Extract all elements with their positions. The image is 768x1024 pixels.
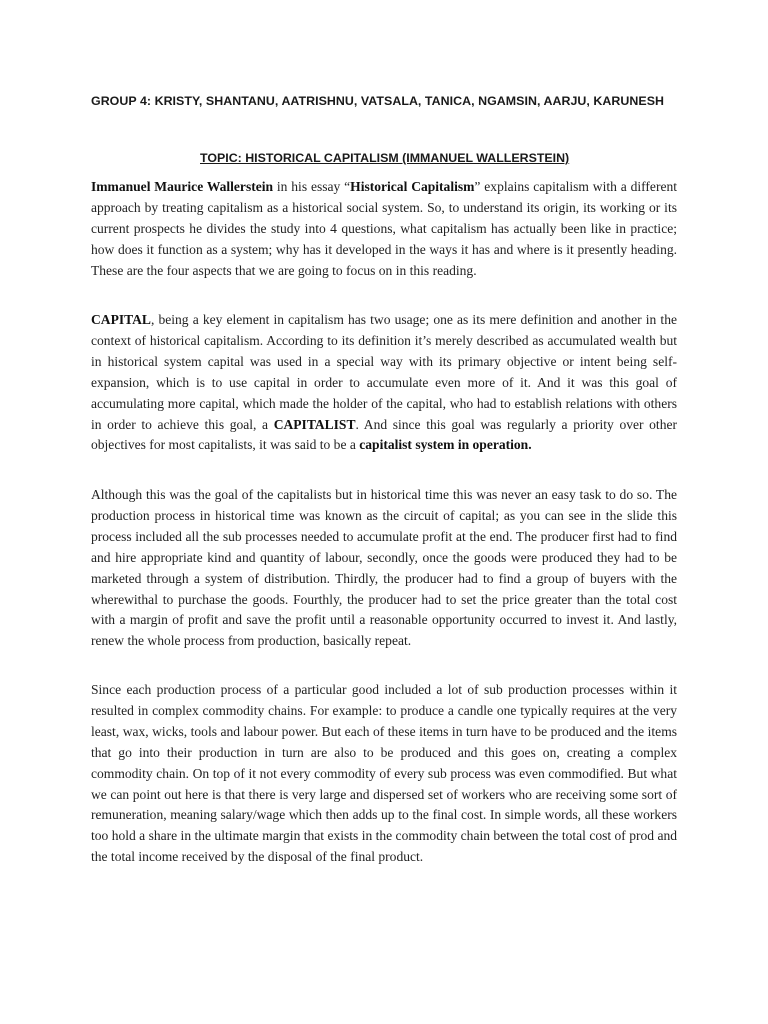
paragraph-text: , being a key element in capitalism has two usage; one as its mere definition and another in the context of historical capitalism. According to its definition it’s merely described as accumulated wealth but in historical system capital was used in a special way with its primary objective or intent being self-expansion, which is to use capital in order to accumulate even more of it. And it was this goal of accumulating more capital, which made the holder of the capital, who had to establish relations with others in order to achieve this goal, a: [91, 312, 677, 432]
term-capitalist: CAPITALIST: [273, 416, 356, 432]
term-capital: CAPITAL: [91, 312, 151, 327]
essay-title: Historical Capitalism: [350, 179, 475, 194]
paragraph-text: . And since this goal was regularly a priority over other objectives for most capitalists, it was said to be a: [91, 416, 677, 453]
paragraph-text: ” explains capitalism with a different approach by treating capitalism as a historical social system. So, to understand its origin, its working or its current prospects he divides the study into 4 questions, what capitalism has actually been like in practice; how does it function as a system; why has it developed in the ways it has and where is it presently heading. These are the four aspects that we are going to focus on in this reading.: [91, 179, 677, 278]
paragraph-capital: [91, 310, 677, 456]
author-name: Immanuel Maurice Wallerstein: [91, 179, 274, 194]
paragraph-commodity-chains: Since each production process of a particular good included a lot of sub production processes within it resulted in complex commodity chains. For example: to produce a candle one typically requires at the very least, wax, wicks, tools and labour power. But each of these items in turn have to be produced and the items that go into their production in turn are also to be produced and this goes on, creating a complex commodity chain. On top of it not every commodity of every sub process was even commodified. But what we can point out here is that there is very large and dispersed set of workers who are receiving some sort of remuneration, meaning salary/wage which then adds up to the final cost. In simple words, all these workers too hold a share in the ultimate margin that exists in the commodity chain between the total cost of prod and the total income received by the disposal of the final product.: [91, 682, 677, 865]
term-capitalist-system: capitalist system in operation.: [359, 437, 532, 453]
group-members-heading: GROUP 4: KRISTY, SHANTANU, AATRISHNU, VATSALA, TANICA, NGAMSIN, AARJU, KARUNESH: [91, 94, 665, 108]
paragraph-text: in his essay “: [273, 179, 351, 194]
paragraph-production-process: Although this was the goal of the capitalists but in historical time this was never an easy task to do so. The production process in historical time was known as the circuit of capital; as you can see in the slide this process included all the sub processes needed to accumulate profit at the end. The producer first had to find and hire appropriate kind and quantity of labour, secondly, once the goods were produced they had to be marketed through a system of distribution. Thirdly, the producer had to find a group of buyers with the wherewithal to purchase the goods. Fourthly, the producer had to set the price greater than the total cost with a margin of profit and save the profit until a reasonable opportunity occurred to invest it. And lastly, renew the whole process from production, basically repeat.: [91, 487, 677, 649]
topic-title: TOPIC: HISTORICAL CAPITALISM (IMMANUEL WALLERSTEIN): [200, 151, 570, 165]
paragraph-introduction: [91, 177, 677, 282]
